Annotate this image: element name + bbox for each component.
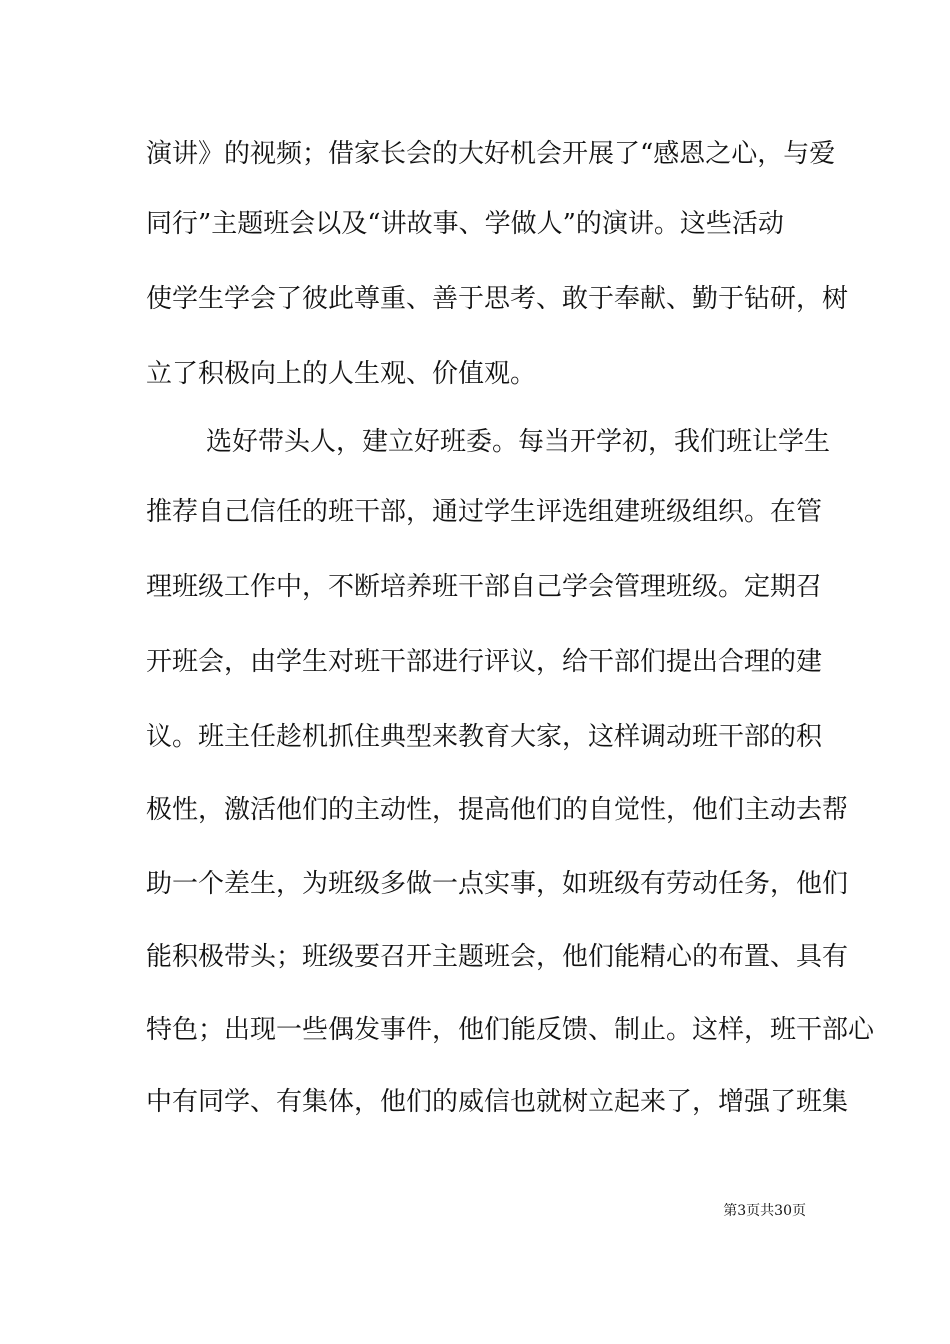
body-text-line: 使学生学会了彼此尊重、善于思考、敢于奉献、勤于钻研，树	[146, 284, 849, 314]
body-text-line: 立了积极向上的人生观、价值观。	[146, 359, 537, 389]
body-text-line: 能积极带头；班级要召开主题班会，他们能精心的布置、具有	[146, 942, 849, 972]
body-text-line: 演讲》的视频；借家长会的大好机会开展了“感恩之心，与爱	[146, 139, 836, 169]
page-number-footer: 第3页共30页	[723, 1203, 806, 1219]
body-text-line: 助一个差生，为班级多做一点实事，如班级有劳动任务，他们	[146, 869, 849, 899]
body-text-line: 议。班主任趁机抓住典型来教育大家，这样调动班干部的积	[146, 722, 823, 752]
body-text-line: 特色；出现一些偶发事件，他们能反馈、制止。这样，班干部心	[146, 1015, 875, 1045]
body-text-line: 推荐自己信任的班干部，通过学生评选组建班级组织。在管	[146, 497, 823, 527]
body-text-line: 开班会，由学生对班干部进行评议，给干部们提出合理的建	[146, 647, 823, 677]
body-text-line: 中有同学、有集体，他们的威信也就树立起来了，增强了班集	[146, 1087, 849, 1117]
body-text-line: 理班级工作中，不断培养班干部自己学会管理班级。定期召	[146, 572, 823, 602]
body-text-line: 同行”主题班会以及“讲故事、学做人”的演讲。这些活动	[146, 209, 784, 239]
paragraph-first-line: 选好带头人，建立好班委。每当开学初，我们班让学生	[206, 427, 831, 457]
body-text-line: 极性，激活他们的主动性，提高他们的自觉性，他们主动去帮	[146, 795, 849, 825]
